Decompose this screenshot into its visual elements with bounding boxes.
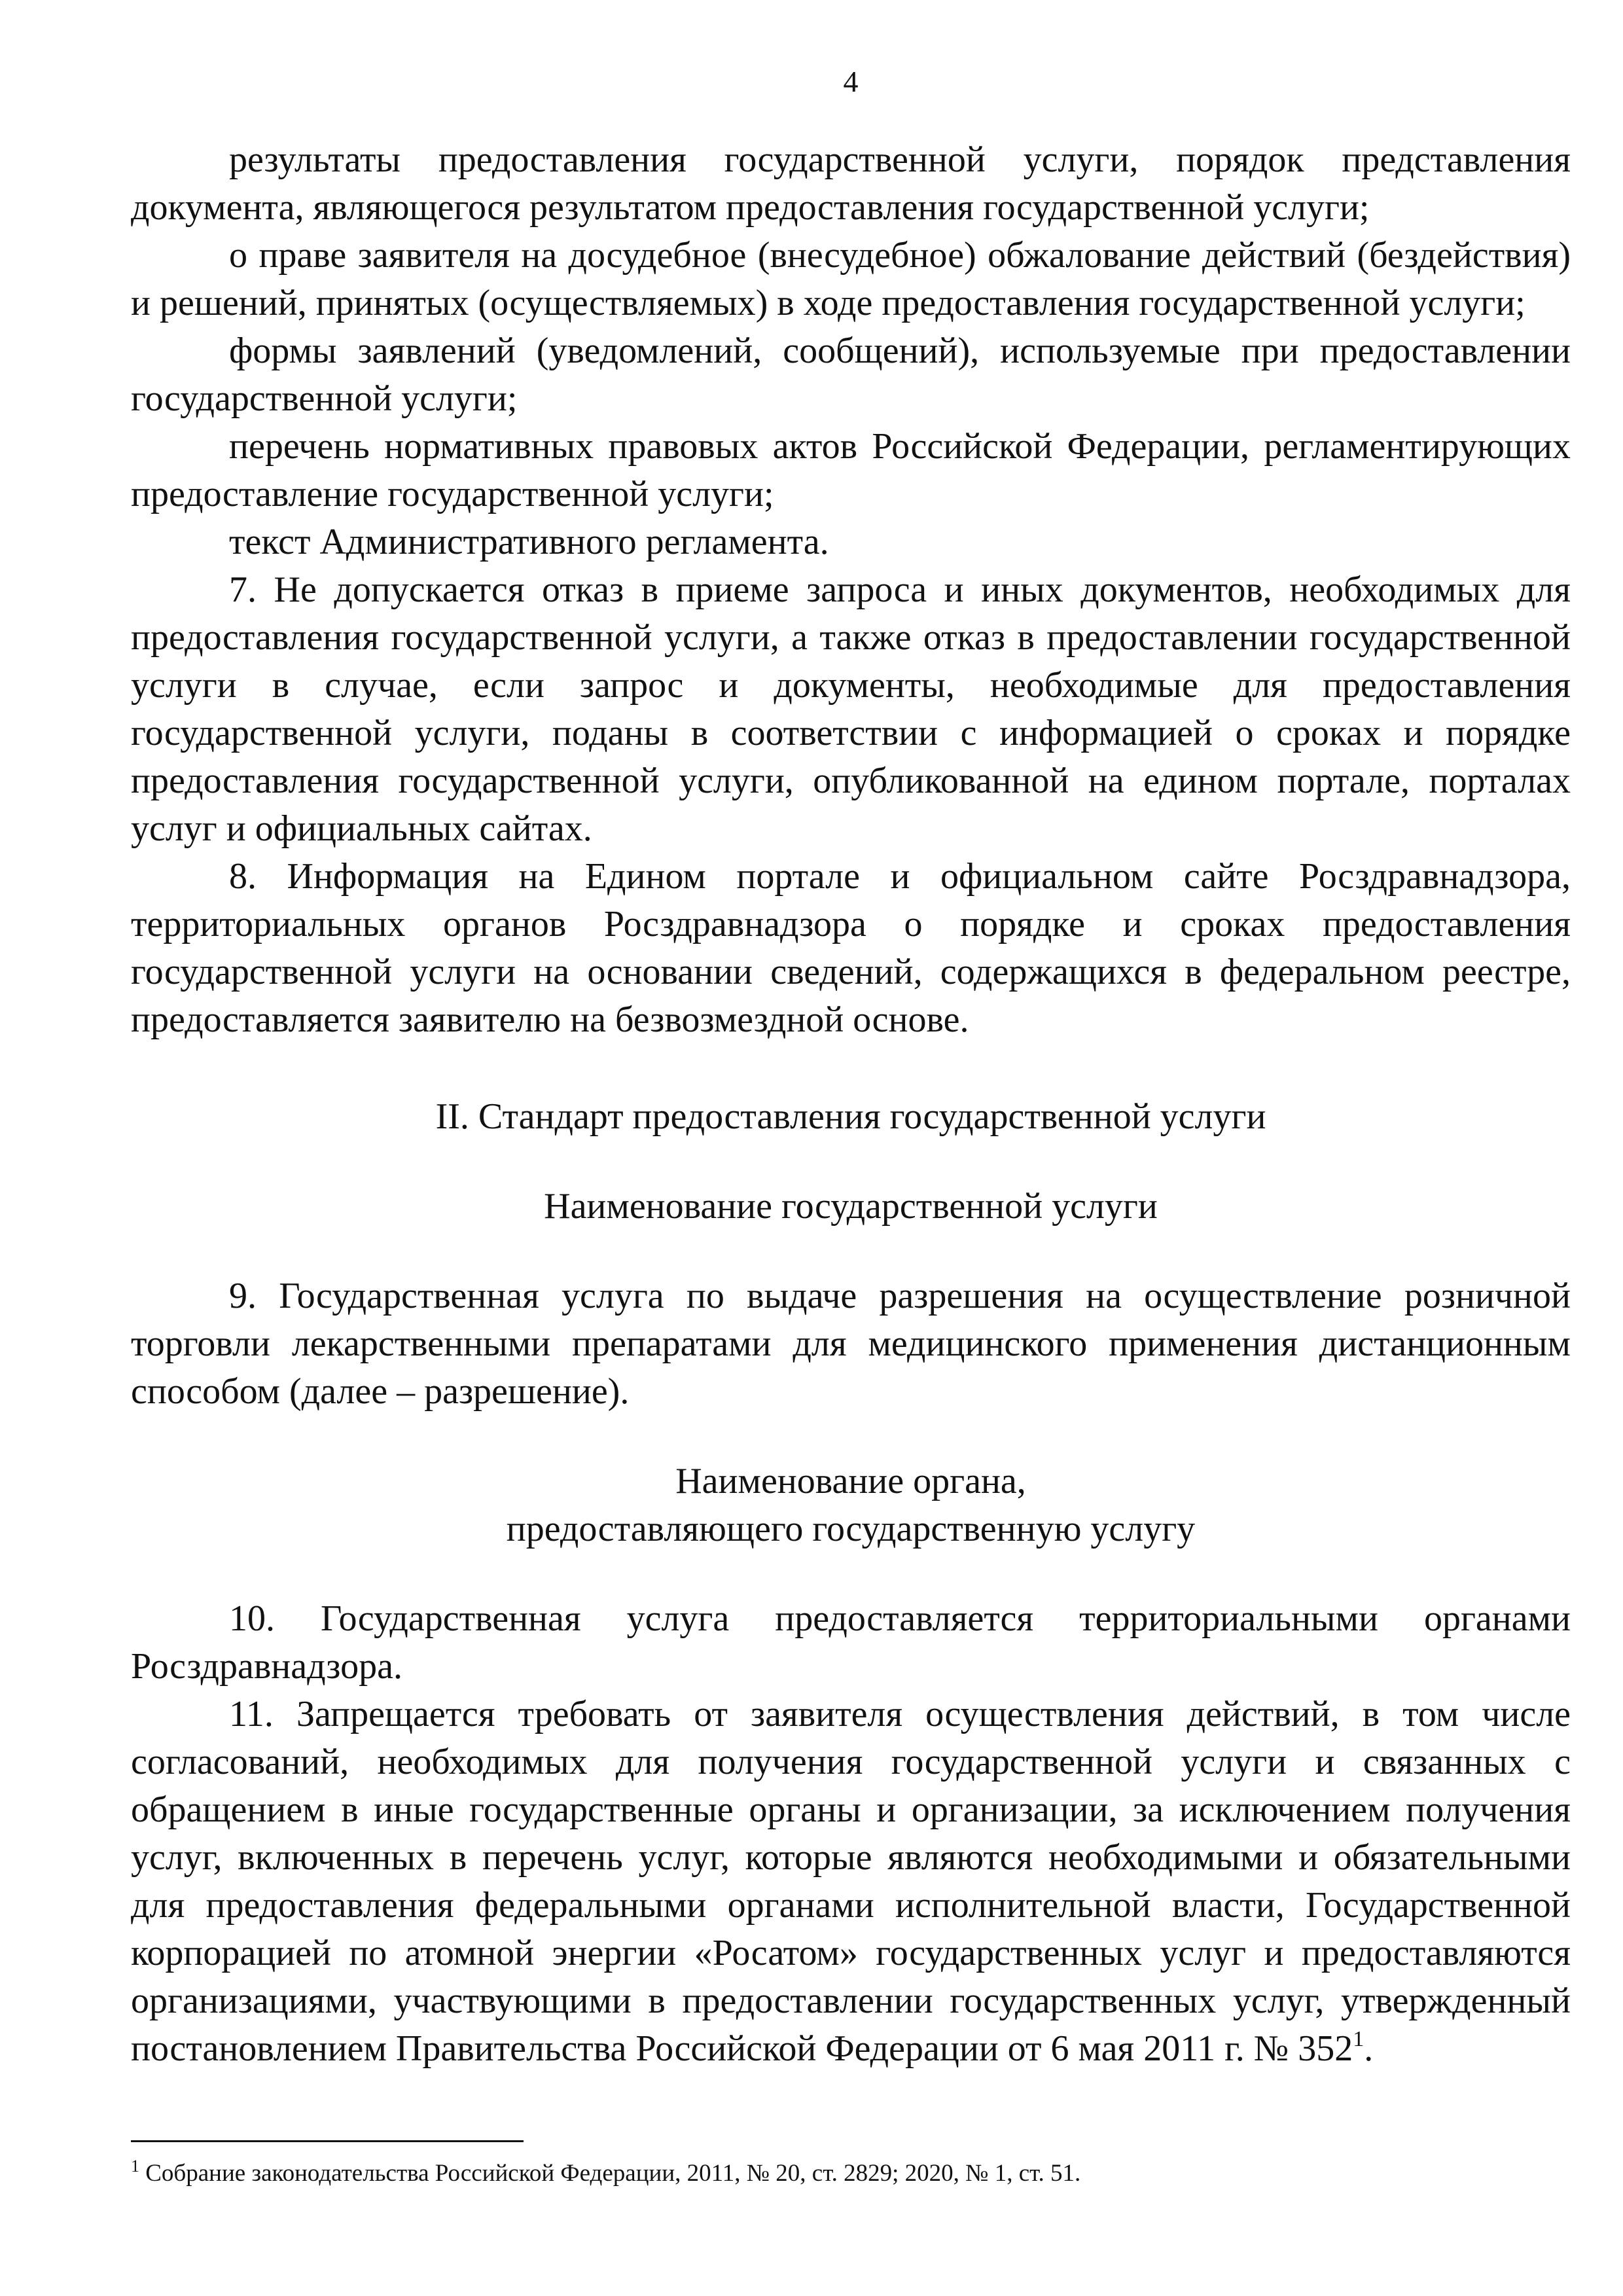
- paragraph-8: 8. Информация на Едином портале и официальном сайте Росздравнадзора, территориальных органов Росздравнадзора о порядке и сроках предоставления государственной услуги на основании сведений, содержащихся в федеральном реестре, предоставляется заявителю на безвозмездной основе.: [131, 856, 1571, 1040]
- footnote-divider: [131, 2140, 524, 2142]
- document-body: [131, 136, 1571, 2073]
- paragraph-regulation-text: текст Административного регламента.: [229, 522, 829, 562]
- paragraph-9: 9. Государственная услуга по выдаче разрешения на осуществление розничной торговли лекарственными препаратами для медицинского применения дистанционным способом (далее – разрешение).: [131, 1276, 1571, 1412]
- paragraph-10: 10. Государственная услуга предоставляется территориальными органами Росздравнадзора.: [131, 1598, 1571, 1687]
- paragraph-appeal-rights: о праве заявителя на досудебное (внесудебное) обжалование действий (бездействия) и решений, принятых (осуществляемых) в ходе предоставления государственной услуги;: [131, 235, 1571, 323]
- paragraph-11-end: .: [1364, 2028, 1374, 2069]
- subheading-authority: [131, 1458, 1571, 1553]
- document-page: [131, 0, 1571, 2296]
- section-heading: II. Стандарт предоставления государственной услуги: [435, 1096, 1266, 1137]
- paragraph-results: результаты предоставления государственной услуги, порядок представления документа, являющегося результатом предоставления государственной услуги;: [131, 139, 1571, 228]
- paragraph-11: [131, 1691, 1571, 2073]
- subheading-authority-line2: предоставляющего государственную услугу: [506, 1509, 1196, 1549]
- paragraph-7: 7. Не допускается отказ в приеме запроса и иных документов, необходимых для предоставления государственной услуги, а также отказ в предоставлении государственной услуги в случае, если запрос и документы, необходимые для предоставления государственной услуги, поданы в соответствии с информацией о сроках и порядке предоставления государственной услуги, опубликованной на едином портале, порталах услуг и официальных сайтах.: [131, 569, 1571, 849]
- paragraph-application-forms: формы заявлений (уведомлений, сообщений), используемые при предоставлении государственной услуги;: [131, 331, 1571, 419]
- page-number: 4: [843, 65, 859, 98]
- subheading-service-name: Наименование государственной услуги: [544, 1186, 1158, 1227]
- footnote-text: Собрание законодательства Российской Федерации, 2011, № 20, ст. 2829; 2020, № 1, ст. 51.: [139, 2160, 1081, 2187]
- footnote-marker: 1: [131, 2157, 139, 2176]
- paragraph-11-text: 11. Запрещается требовать от заявителя осуществления действий, в том числе согласований, необходимых для получения государственной услуги и связанных с обращением в иные государственные органы и организации, за исключением получения услуг, включенных в перечень услуг, которые являются необходимыми и обязательными для предоставления федеральными органами исполнительной власти, Государственной корпорацией по атомной энергии «Росатом» государственных услуг и предоставляются организациями, участвующими в предоставлении государственных услуг, утвержденный постановлением Правительства Российской Федерации от 6 мая 2011 г. № 352: [131, 1694, 1571, 2069]
- subheading-authority-line1: Наименование органа,: [675, 1461, 1026, 1501]
- footnote-reference: 1: [1353, 2027, 1364, 2051]
- paragraph-legal-acts: перечень нормативных правовых актов Российской Федерации, регламентирующих предоставление государственной услуги;: [131, 426, 1571, 514]
- footnote: [131, 2158, 1571, 2189]
